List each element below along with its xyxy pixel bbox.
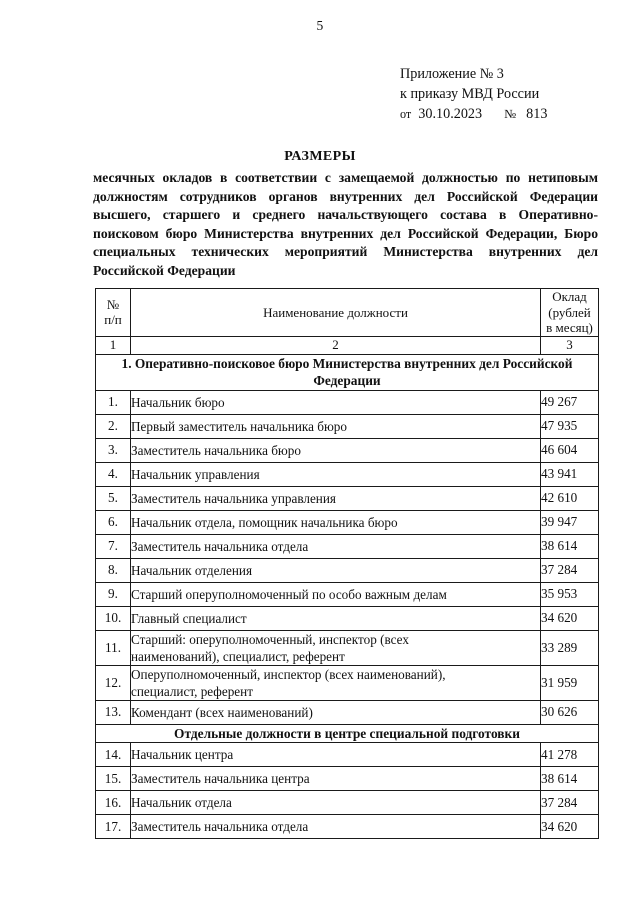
row-position-cell: Старший оперуполномоченный по особо важным делам — [131, 582, 541, 606]
row-salary-cell: 39 947 — [541, 510, 599, 534]
table-body — [96, 354, 599, 390]
row-salary-cell: 38 614 — [541, 767, 599, 791]
section1-line-1: 1. Оперативно-поисковое бюро Министерства внутренних дел — [121, 355, 500, 371]
table-row — [96, 665, 599, 700]
row-salary-cell: 47 935 — [541, 414, 599, 438]
header-cell-position: Наименование должности — [131, 289, 541, 337]
row-position-cell: Заместитель начальника отдела — [131, 534, 541, 558]
row-salary-cell: 34 620 — [541, 815, 599, 839]
header-salary-line2: (рублей — [548, 304, 591, 320]
appendix-number-label: № — [504, 107, 517, 121]
table-row — [96, 438, 599, 462]
header-cell-salary — [541, 289, 599, 337]
header-number-line2: п/п — [104, 312, 122, 328]
row-number-cell: 5. — [96, 486, 131, 510]
table-row — [96, 606, 599, 630]
page-title: РАЗМЕРЫ — [284, 149, 356, 164]
row-position-cell: Начальник центра — [131, 743, 541, 767]
row-salary-cell: 49 267 — [541, 390, 599, 414]
column-number-3: 3 — [541, 336, 599, 354]
appendix-line-1: Приложение № 3 — [400, 66, 504, 82]
row-number-cell: 11. — [96, 630, 131, 665]
section1-line-2: Российской Федерации — [313, 355, 573, 388]
intro-line-3: Российской Федерации высшего, старшего и среднего начальствующего — [93, 188, 598, 223]
header-cell-number — [96, 289, 131, 337]
row-position-cell: Начальник бюро — [131, 390, 541, 414]
section-header-cell-2: Отдельные должности в центре специальной подготовки — [96, 724, 599, 743]
row-salary-cell: 37 284 — [541, 791, 599, 815]
row-number-cell: 14. — [96, 743, 131, 767]
appendix-date-value: 30.10.2023 — [418, 106, 483, 122]
row-number-cell: 10. — [96, 606, 131, 630]
table-row — [96, 558, 599, 582]
table-body-section-2-header — [96, 724, 599, 743]
table-head — [96, 289, 599, 355]
table-row — [96, 486, 599, 510]
intro-line-2: по нетиповым должностям сотрудников органов внутренних дел — [93, 170, 598, 204]
table-column-number-row — [96, 336, 599, 354]
row-position-cell: Первый заместитель начальника бюро — [131, 414, 541, 438]
row-salary-cell: 43 941 — [541, 462, 599, 486]
table-row — [96, 462, 599, 486]
header-number-line1: № — [106, 296, 120, 312]
row-salary-cell: 33 289 — [541, 630, 599, 665]
row-salary-cell: 41 278 — [541, 743, 599, 767]
row-position-cell: Главный специалист — [131, 606, 541, 630]
intro-line-1: месячных окладов в соответствии с замещаемой должностью — [93, 170, 498, 185]
row-position-cell: Начальник отделения — [131, 558, 541, 582]
row-number-cell: 3. — [96, 438, 131, 462]
intro-paragraph — [93, 169, 598, 281]
header-salary-line1: Оклад — [552, 289, 587, 304]
row-position-cell: Начальник отдела — [131, 791, 541, 815]
intro-line-6: Министерства внутренних дел Российской Федерации — [93, 244, 598, 278]
table-row — [96, 510, 599, 534]
row-number-cell: 12. — [96, 665, 131, 700]
header-salary-line3: в месяц) — [546, 320, 593, 335]
row-number-cell: 15. — [96, 767, 131, 791]
row-position-cell: Заместитель начальника бюро — [131, 438, 541, 462]
row-number-cell: 8. — [96, 558, 131, 582]
row-number-cell: 16. — [96, 791, 131, 815]
row-position-cell: Заместитель начальника управления — [131, 486, 541, 510]
salary-table-container — [95, 288, 598, 839]
table-row — [96, 414, 599, 438]
row-salary-cell: 37 284 — [541, 558, 599, 582]
row-number-cell: 6. — [96, 510, 131, 534]
table-row — [96, 630, 599, 665]
appendix-date-label: от — [400, 107, 412, 121]
row-position-line-2: наименований), специалист, референт — [131, 648, 345, 664]
row-position-cell: Начальник отдела, помощник начальника бюро — [131, 510, 541, 534]
section-header-row-2 — [96, 724, 599, 743]
row-salary-cell: 38 614 — [541, 534, 599, 558]
row-position-cell: Заместитель начальника центра — [131, 767, 541, 791]
appendix-line-2: к приказу МВД России — [400, 86, 540, 102]
intro-line-5: Российской Федерации, Бюро специальных технических мероприятий — [93, 225, 598, 260]
page-number: 5 — [316, 18, 324, 33]
row-number-cell: 13. — [96, 700, 131, 724]
row-salary-cell: 34 620 — [541, 606, 599, 630]
row-position-line-2: специалист, референт — [131, 683, 253, 699]
row-position-line-1: Оперуполномоченный, инспектор (всех наименований), — [131, 666, 446, 682]
table-row — [96, 767, 599, 791]
row-number-cell: 7. — [96, 534, 131, 558]
appendix-number-value: 813 — [526, 106, 548, 122]
row-number-cell: 2. — [96, 414, 131, 438]
section-header-cell-1 — [96, 354, 599, 390]
row-salary-cell: 35 953 — [541, 582, 599, 606]
row-position-line-1: Старший: оперуполномоченный, инспектор (всех — [131, 631, 409, 647]
table-row — [96, 390, 599, 414]
table-row — [96, 700, 599, 724]
row-position-cell: Начальник управления — [131, 462, 541, 486]
row-position-cell — [131, 630, 541, 665]
appendix-order-line — [400, 104, 620, 124]
table-row — [96, 791, 599, 815]
table-body-section-1 — [96, 390, 599, 724]
row-position-cell — [131, 665, 541, 700]
table-row — [96, 534, 599, 558]
row-number-cell: 4. — [96, 462, 131, 486]
row-number-cell: 9. — [96, 582, 131, 606]
row-number-cell: 17. — [96, 815, 131, 839]
table-row — [96, 743, 599, 767]
table-row — [96, 582, 599, 606]
table-body-section-2 — [96, 743, 599, 839]
row-salary-cell: 46 604 — [541, 438, 599, 462]
row-salary-cell: 42 610 — [541, 486, 599, 510]
intro-line-4: состава в Оперативно-поисковом бюро Министерства внутренних дел — [93, 207, 599, 241]
appendix-header — [400, 64, 620, 124]
salary-table — [95, 288, 599, 839]
row-position-cell: Заместитель начальника отдела — [131, 815, 541, 839]
row-position-cell: Комендант (всех наименований) — [131, 700, 541, 724]
row-salary-cell: 31 959 — [541, 665, 599, 700]
row-number-cell: 1. — [96, 390, 131, 414]
table-header-row — [96, 289, 599, 337]
column-number-2: 2 — [131, 336, 541, 354]
column-number-1: 1 — [96, 336, 131, 354]
section-header-row-1 — [96, 354, 599, 390]
row-salary-cell: 30 626 — [541, 700, 599, 724]
table-row — [96, 815, 599, 839]
